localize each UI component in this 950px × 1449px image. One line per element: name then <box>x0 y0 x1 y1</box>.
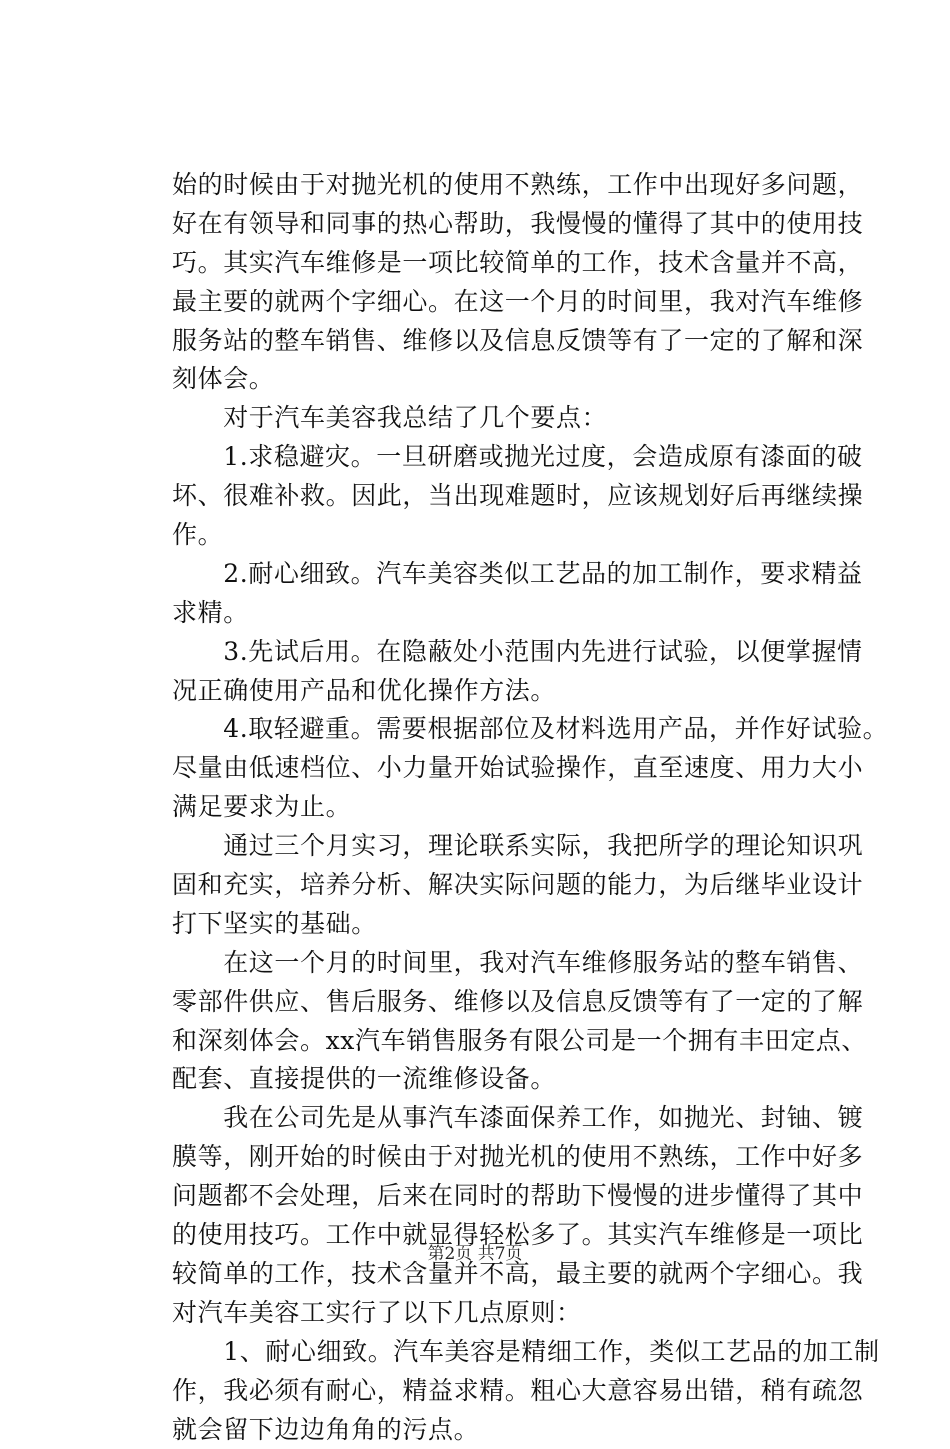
text-line: 4.取轻避重。需要根据部位及材料选用产品，并作好试验。 <box>172 710 832 749</box>
text-line: 1.求稳避灾。一旦研磨或抛光过度，会造成原有漆面的破 <box>172 438 832 477</box>
text-line: 满足要求为止。 <box>172 788 832 827</box>
text-line: 配套、直接提供的一流维修设备。 <box>172 1060 832 1099</box>
text-line: 零部件供应、售后服务、维修以及信息反馈等有了一定的了解 <box>172 983 832 1022</box>
text-line: 坏、很难补救。因此，当出现难题时，应该规划好后再继续操 <box>172 477 832 516</box>
text-line: 通过三个月实习，理论联系实际，我把所学的理论知识巩 <box>172 827 832 866</box>
text-line: 对于汽车美容我总结了几个要点： <box>172 399 832 438</box>
text-line: 膜等，刚开始的时候由于对抛光机的使用不熟练，工作中好多 <box>172 1138 832 1177</box>
text-line: 的使用技巧。工作中就显得轻松多了。其实汽车维修是一项比 <box>172 1216 832 1255</box>
text-line: 固和充实，培养分析、解决实际问题的能力，为后继毕业设计 <box>172 866 832 905</box>
text-line: 较简单的工作，技术含量并不高，最主要的就两个字细心。我 <box>172 1255 832 1294</box>
text-line: 我在公司先是从事汽车漆面保养工作，如抛光、封铀、镀 <box>172 1099 832 1138</box>
text-line: 3.先试后用。在隐蔽处小范围内先进行试验，以便掌握情 <box>172 633 832 672</box>
page-number-label: 第2页 共7页 <box>427 1244 522 1264</box>
text-line: 最主要的就两个字细心。在这一个月的时间里，我对汽车维修 <box>172 283 832 322</box>
text-line: 2.耐心细致。汽车美容类似工艺品的加工制作，要求精益 <box>172 555 832 594</box>
page-footer <box>0 1242 950 1266</box>
text-line: 作。 <box>172 516 832 555</box>
text-line: 和深刻体会。xx汽车销售服务有限公司是一个拥有丰田定点、 <box>172 1022 832 1061</box>
text-line: 服务站的整车销售、维修以及信息反馈等有了一定的了解和深 <box>172 322 832 361</box>
text-line: 况正确使用产品和优化操作方法。 <box>172 672 832 711</box>
text-line: 作，我必须有耐心，精益求精。粗心大意容易出错，稍有疏忽 <box>172 1372 832 1411</box>
text-line: 刻体会。 <box>172 360 832 399</box>
text-line: 求精。 <box>172 594 832 633</box>
text-line: 始的时候由于对抛光机的使用不熟练，工作中出现好多问题， <box>172 166 832 205</box>
text-line: 巧。其实汽车维修是一项比较简单的工作，技术含量并不高， <box>172 244 832 283</box>
text-line: 在这一个月的时间里，我对汽车维修服务站的整车销售、 <box>172 944 832 983</box>
text-line: 对汽车美容工实行了以下几点原则： <box>172 1294 832 1333</box>
text-line: 好在有领导和同事的热心帮助，我慢慢的懂得了其中的使用技 <box>172 205 832 244</box>
text-line: 1、耐心细致。汽车美容是精细工作，类似工艺品的加工制 <box>172 1333 832 1372</box>
text-line: 打下坚实的基础。 <box>172 905 832 944</box>
text-line: 尽量由低速档位、小力量开始试验操作，直至速度、用力大小 <box>172 749 832 788</box>
text-line: 问题都不会处理，后来在同时的帮助下慢慢的进步懂得了其中 <box>172 1177 832 1216</box>
text-line: 就会留下边边角角的污点。 <box>172 1411 832 1449</box>
